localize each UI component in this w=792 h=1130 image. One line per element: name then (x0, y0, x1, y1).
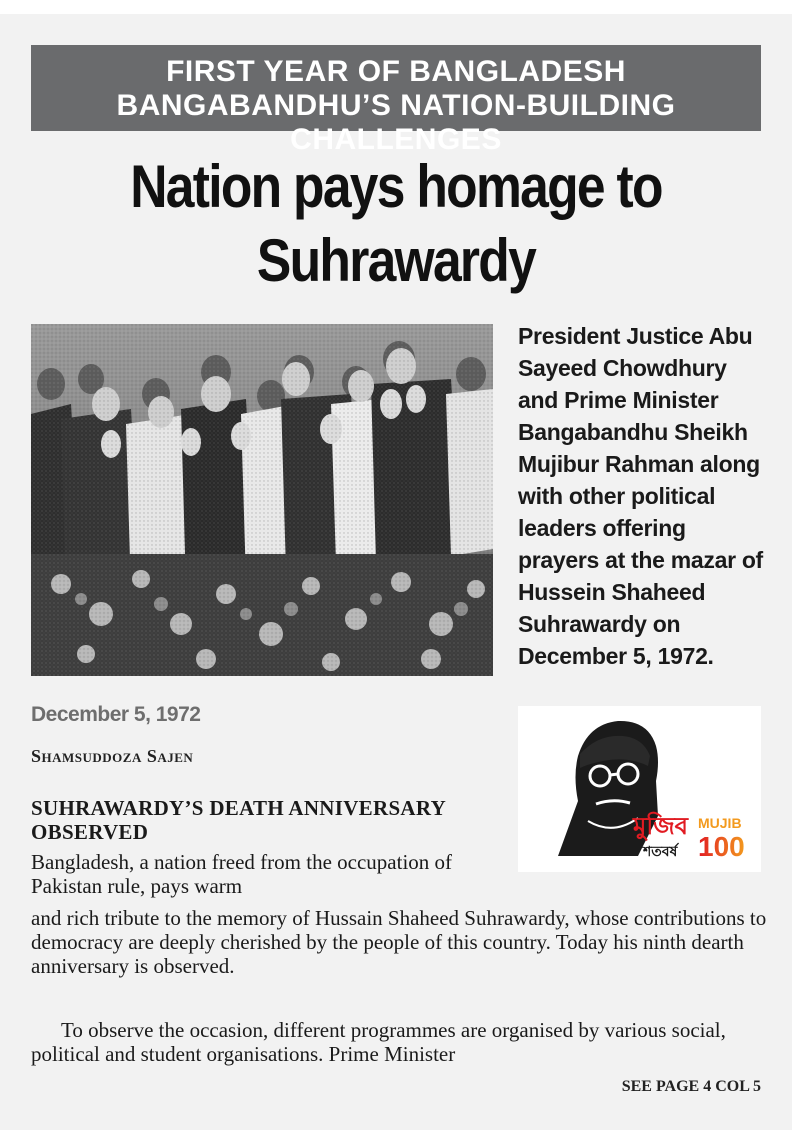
archival-photo (31, 324, 493, 676)
article-paragraph-1-start: Bangladesh, a nation freed from the occupation of Pakistan rule, pays warm (31, 850, 453, 898)
logo-bengali-bottom: শতবর্ষ (643, 844, 678, 860)
banner-line-2: BANGABANDHU’S NATION-BUILDING CHALLENGES (116, 89, 676, 156)
continued-reference: SEE PAGE 4 COL 5 (621, 1078, 761, 1095)
headline-line-1: Nation pays homage to (130, 153, 662, 220)
article-paragraph-1-rest: and rich tribute to the memory of Hussain Shaheed Suhrawardy, whose contributions to democracy are deeply cherished by the people of this country. Today his ninth dearth anniversary is observed. (31, 906, 767, 978)
byline: Shamsuddoza Sajen (31, 746, 194, 766)
photo-caption: President Justice Abu Sayeed Chowdhury and Prime Minister Bangabandhu Sheikh Mujibur Rahman along with other political leaders offering prayers at the mazar of Hussein Shaheed Suhrawardy on December 5, 1972. (518, 323, 763, 669)
headline-line-2: Suhrawardy (256, 227, 536, 294)
section-banner (31, 45, 761, 156)
article-subhead: SUHRAWARDY’S DEATH ANNIVERSARY OBSERVED (31, 796, 446, 844)
logo-mujib: MUJIB (698, 815, 742, 831)
logo-hundred: 100 (698, 831, 745, 862)
headline (55, 150, 736, 298)
banner-line-1: FIRST YEAR OF BANGLADESH (166, 55, 626, 88)
dateline: December 5, 1972 (31, 703, 201, 726)
mujib-100-logo (518, 706, 761, 872)
article-paragraph-2: To observe the occasion, different programmes are organised by various social, political and student organisations. Prime Minister (31, 1018, 726, 1066)
logo-bengali-top: মুজিব (633, 812, 689, 840)
